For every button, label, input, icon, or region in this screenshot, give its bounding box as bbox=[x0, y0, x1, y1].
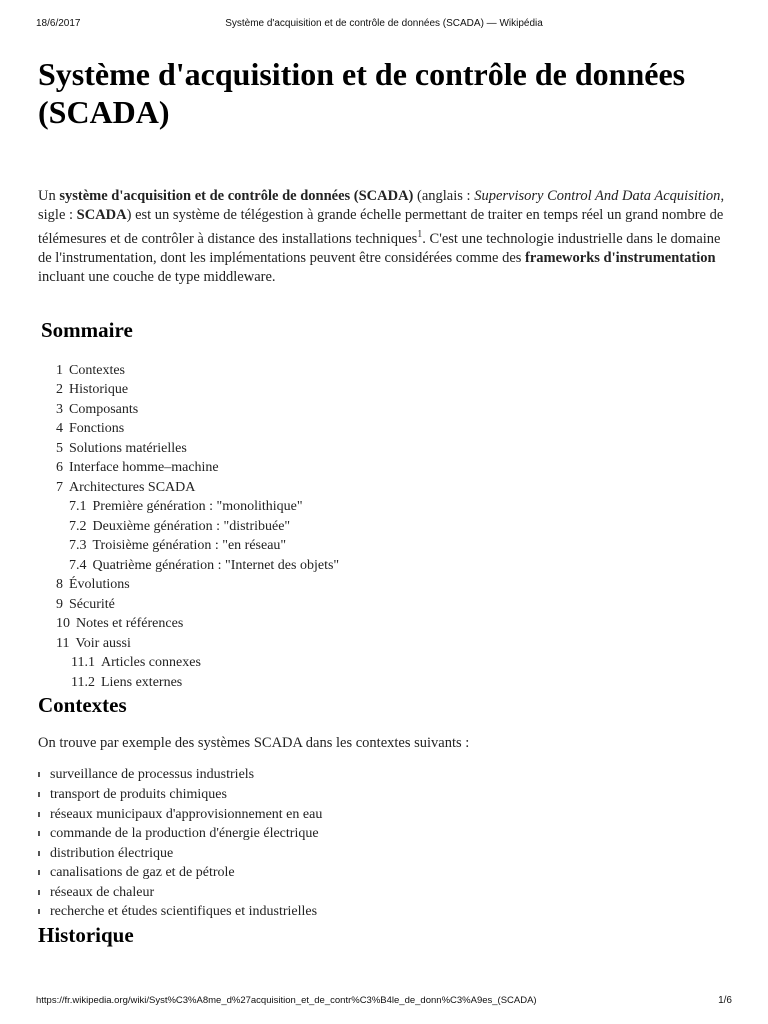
bullet-icon bbox=[38, 792, 40, 797]
list-item: distribution électrique bbox=[38, 844, 728, 864]
list-item: surveillance de processus industriels bbox=[38, 765, 728, 785]
toc-item-fonctions[interactable]: 4 Fonctions bbox=[56, 421, 125, 437]
page-number: 1/6 bbox=[718, 995, 732, 1006]
toc-item-gen2[interactable]: 7.2 Deuxième génération : "distribuée" bbox=[69, 518, 291, 534]
intro-paragraph: Un système d'acquisition et de contrôle de données (SCADA) (anglais : Supervisory Control And Data Acquisition, sigle : SCADA) est un système de télégestion à grande échelle permettant de traiter en temps réel un grand nombre de télémesures et de contrôler à distance des installations techniques$^1$. C'est une technologie industrielle dans le domaine de l'instrumentation, dont les implémentations peuvent être considérées comme des frameworks d'instrumentation incluant une couche de type middleware. bbox=[38, 188, 725, 285]
toc-item-composants[interactable]: 3 Composants bbox=[56, 401, 139, 417]
bullet-icon bbox=[38, 851, 40, 856]
list-item: réseaux municipaux d'approvisionnement en eau bbox=[38, 805, 728, 825]
toc-item-securite[interactable]: 9 Sécurité bbox=[56, 596, 115, 612]
bullet-icon bbox=[38, 890, 40, 895]
toc-item-solutions[interactable]: 5 Solutions matérielles bbox=[56, 440, 187, 456]
toc-item-interface[interactable]: 6 Interface homme–machine bbox=[56, 460, 219, 476]
bold-term-scada: système d'acquisition et de contrôle de données (SCADA) bbox=[59, 188, 414, 204]
list-item: commande de la production d'énergie électrique bbox=[38, 824, 728, 844]
section-heading-contextes: Contextes bbox=[38, 693, 127, 718]
bullet-icon bbox=[38, 772, 40, 777]
toc-list bbox=[41, 361, 728, 693]
print-footer-url: https://fr.wikipedia.org/wiki/Syst%C3%A8me_d%27acquisition_et_de_contr%C3%B4le_de_donn%C3%A9es_(SCADA) bbox=[36, 995, 537, 1006]
section-heading-historique: Historique bbox=[38, 923, 134, 948]
toc-item-liens-externes[interactable]: 11.2 Liens externes bbox=[71, 674, 183, 690]
reference-1[interactable]: 1 bbox=[417, 229, 423, 240]
toc-item-historique[interactable]: 2 Historique bbox=[56, 382, 129, 398]
list-item: réseaux de chaleur bbox=[38, 883, 728, 903]
toc-title: Sommaire bbox=[41, 317, 133, 342]
toc-item-gen4[interactable]: 7.4 Quatrième génération : "Internet des objets" bbox=[69, 557, 340, 573]
toc-item-evolutions[interactable]: 8 Évolutions bbox=[56, 577, 130, 593]
bullet-icon bbox=[38, 870, 40, 875]
article-content bbox=[38, 55, 728, 948]
toc-item-architectures[interactable]: 7 Architectures SCADA bbox=[56, 479, 196, 495]
toc-item-gen1[interactable]: 7.1 Première génération : "monolithique" bbox=[69, 499, 303, 515]
contextes-intro: On trouve par exemple des systèmes SCADA dans les contextes suivants : bbox=[38, 735, 470, 752]
toc-item-notes[interactable]: 10 Notes et références bbox=[56, 616, 184, 632]
toc-item-voir-aussi[interactable]: 11 Voir aussi bbox=[56, 635, 131, 651]
toc-item-gen3[interactable]: 7.3 Troisième génération : "en réseau" bbox=[69, 538, 287, 554]
table-of-contents bbox=[38, 317, 728, 693]
list-item: recherche et études scientifiques et industrielles bbox=[38, 902, 728, 922]
list-item: canalisations de gaz et de pétrole bbox=[38, 863, 728, 883]
contextes-list bbox=[38, 765, 728, 922]
bullet-icon bbox=[38, 812, 40, 817]
print-date: 18/6/2017 bbox=[36, 18, 81, 29]
bullet-icon bbox=[38, 909, 40, 914]
bold-acronym: SCADA bbox=[76, 207, 127, 223]
bold-term-frameworks[interactable]: frameworks d'instrumentation bbox=[525, 249, 716, 266]
english-term: Supervisory Control And Data Acquisition bbox=[474, 188, 721, 204]
toc-item-articles-connexes[interactable]: 11.1 Articles connexes bbox=[71, 655, 201, 671]
toc-item-contextes[interactable]: 1 Contextes bbox=[56, 362, 125, 378]
bullet-icon bbox=[38, 831, 40, 836]
print-header-title: Système d'acquisition et de contrôle de données (SCADA) — Wikipédia bbox=[225, 18, 543, 29]
list-item: transport de produits chimiques bbox=[38, 785, 728, 805]
page-title: Système d'acquisition et de contrôle de données (SCADA) bbox=[38, 56, 686, 130]
